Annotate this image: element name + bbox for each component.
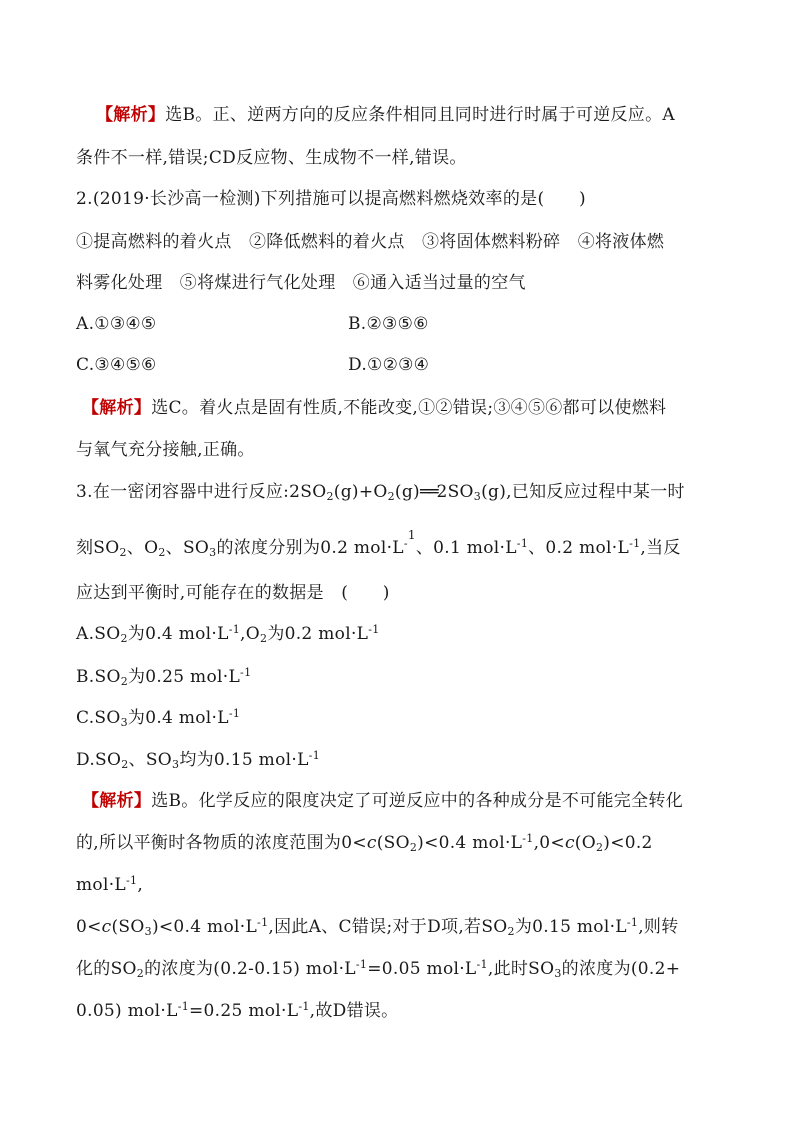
q1-analysis-line-2: 条件不一样,错误;CD反应物、生成物不一样,错误。 [76, 148, 467, 168]
q3-analysis-line-1: 【解析】选B。化学反应的限度决定了可逆反应中的各种成分是不可能完全转化 [82, 791, 683, 811]
option-b: B.②③⑤⑥ [348, 314, 429, 334]
q3-option-c: $C.SO_3$为0.4 $mol\cdot L^{-1}$ [76, 707, 241, 729]
q1-analysis-line-1: 【解析】选B。正、逆两方向的反应条件相同且同时进行时属于可逆反应。A [96, 105, 675, 125]
q3-option-d: $D.SO_2$、$SO_3$均为0.15 $mol\cdot L^{-1}$ [76, 749, 320, 771]
q3-option-b: $B.SO_2$为0.25 $mol\cdot L^{-1}$ [76, 666, 252, 688]
q3-option-a: $A.SO_2$为0.4 $mol\cdot L^{-1},O_2$为0.2 $mol\cdot L^{-1}$ [76, 623, 380, 645]
q2-items-line-1: ①提高燃料的着火点 ②降低燃料的着火点 ③将固体燃料粉碎 ④将液体燃 [76, 232, 665, 252]
analysis-tag: 【解析】 [82, 791, 152, 811]
option-a: A.①③④⑤ [76, 314, 157, 334]
q2-analysis-line-1: 【解析】选C。着火点是固有性质,不能改变,①②错误;③④⑤⑥都可以使燃料 [82, 398, 667, 418]
q3-stem-line-2: 刻$SO_2$、$O_2$、$SO_3$的浓度分别为0.2 $mol\cdot L^{-1}$、0.1 $mol\cdot L^{-1}$、0.2 $mol\cdot L^{-1}$,当反 [76, 528, 681, 559]
q2-options-row-2 [76, 354, 430, 376]
q3-analysis-line-4: $0<c(SO_3)<0.4$ $mol\cdot L^{-1}$,因此A、C错误;对于D项,若$SO_2$为0.15 $mol\cdot L^{-1}$,则转 [76, 916, 679, 938]
option-d: D.①②③④ [348, 355, 430, 375]
q2-stem: 2.(2019·长沙高一检测)下列措施可以提高燃料燃烧效率的是( ) [76, 189, 586, 209]
q3-analysis-line-2: 的,所以平衡时各物质的浓度范围为$0<c(SO_2)<0.4$ $mol\cdot L^{-1},0<c(O_2)<0.2$ [76, 832, 653, 854]
q3-stem-line-1: 3.在一密闭容器中进行反应$:2SO_2(g)+O_2(g)══2SO_3(g)$,已知反应过程中某一时 [76, 482, 685, 503]
analysis-tag: 【解析】 [96, 105, 166, 125]
q3-stem-line-3: 应达到平衡时,可能存在的数据是 ( ) [76, 583, 390, 603]
q2-options-row-1 [76, 313, 429, 335]
q2-items-line-2: 料雾化处理 ⑤将煤进行气化处理 ⑥通入适当过量的空气 [76, 273, 526, 293]
option-c: C.③④⑤⑥ [76, 355, 157, 375]
q3-analysis-line-5: 化的$SO_2$的浓度为(0.2-0.15) $mol\cdot L^{-1}=0.05$ $mol\cdot L^{-1}$,此时$SO_3$的浓度为(0.2+ [76, 958, 681, 980]
analysis-tag: 【解析】 [82, 398, 152, 418]
equilibrium-sign: ══ [419, 482, 437, 502]
q3-analysis-line-3: $mol\cdot L^{-1}$, [76, 874, 144, 895]
q2-analysis-line-2: 与氧气充分接触,正确。 [76, 440, 255, 460]
q3-analysis-line-6: 0.05) $mol\cdot L^{-1}=0.25$ $mol\cdot L^{-1}$,故D错误。 [76, 1000, 399, 1021]
